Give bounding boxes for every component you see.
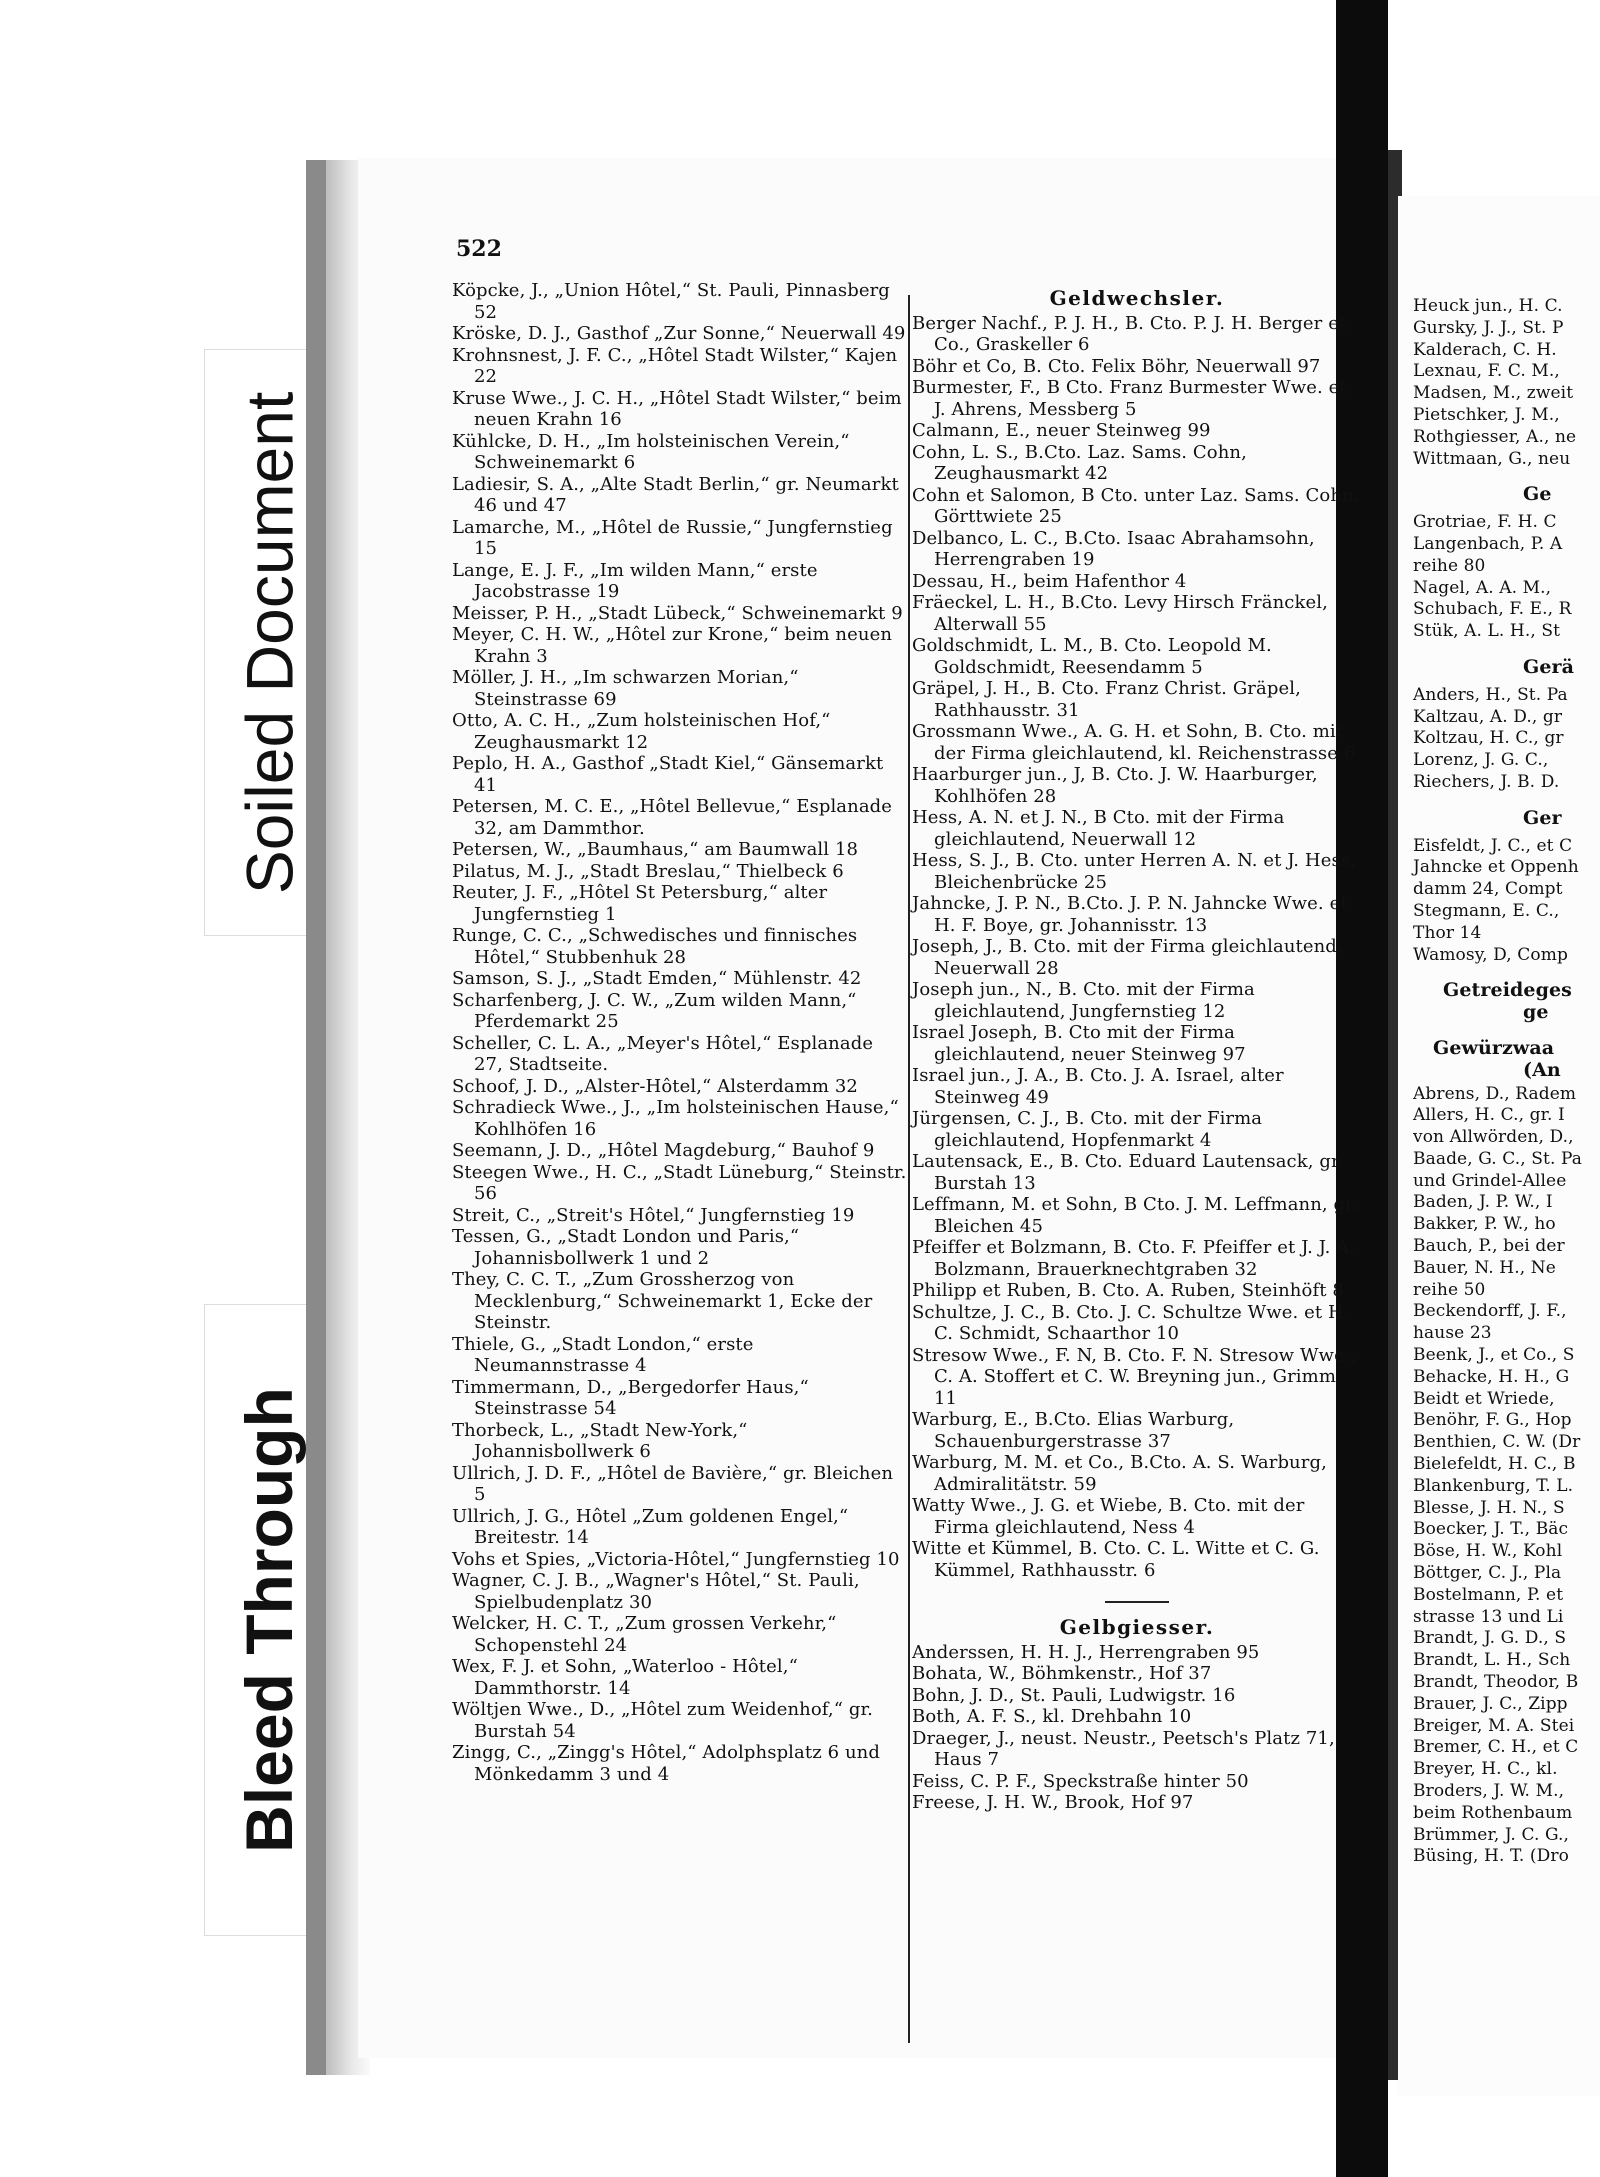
directory-entry: Runge, C. C., „Schwedisches und finnisches Hôtel,“ Stubbenhuk 28 [452,925,858,968]
directory-entry: Böse, H. W., Kohl [1413,1541,1563,1562]
directory-entry: Anderssen, H. H. J., Herrengraben 95 [912,1641,1260,1663]
directory-entry: Jahncke, J. P. N., B.Cto. J. P. N. Jahncke Wwe. et H. F. Boye, gr. Johannisstr. 13 [912,893,1348,936]
directory-entry: Lange, E. J. F., „Im wilden Mann,“ erste Jacobstrasse 19 [452,559,818,602]
directory-entry: Brandt, Theodor, B [1413,1672,1579,1693]
directory-entry: hause 23 [1413,1323,1492,1344]
directory-entry: Wex, F. J. et Sohn, „Waterloo - Hôtel,“ Dammthorstr. 14 [452,1656,798,1699]
directory-entry: Schradieck Wwe., J., „Im holsteinischen Hause,“ Kohlhöfen 16 [452,1097,899,1140]
directory-entry: Stük, A. L. H., St [1413,621,1561,642]
directory-entry: Both, A. F. S., kl. Drehbahn 10 [912,1706,1192,1727]
directory-entry: Grotriae, F. H. C [1413,512,1557,533]
directory-entry: Benthien, C. W. (Dr [1413,1432,1581,1453]
directory-entry: Tessen, G., „Stadt London und Paris,“ Johannisbollwerk 1 und 2 [452,1226,800,1269]
directory-entry: Burmester, F., B Cto. Franz Burmester Wwe. et J. Ahrens, Messberg 5 [912,377,1347,420]
directory-entry: Peplo, H. A., Gasthof „Stadt Kiel,“ Gänsemarkt 41 [452,753,884,796]
directory-entry: Möller, J. H., „Im schwarzen Morian,“ Steinstrasse 69 [452,667,799,710]
directory-entry: Wagner, C. J. B., „Wagner's Hôtel,“ St. Pauli, Spielbudenplatz 30 [452,1570,860,1613]
directory-entry: Leffmann, M. et Sohn, B Cto. J. M. Leffmann, gr. Bleichen 45 [912,1194,1358,1237]
directory-entry: Brauer, J. C., Zipp [1413,1693,1568,1714]
directory-entry: reihe 50 [1413,1279,1486,1300]
directory-entry: Lamarche, M., „Hôtel de Russie,“ Jungfernstieg 15 [452,516,893,559]
directory-entry: Madsen, M., zweit [1413,383,1574,404]
directory-entry: Lautensack, E., B. Cto. Eduard Lautensack, gr. Burstah 13 [912,1151,1344,1194]
right-heading-5b: ge [1523,1001,1549,1024]
directory-entry: Zingg, C., „Zingg's Hôtel,“ Adolphsplatz 6 und Mönkedamm 3 und 4 [452,1742,880,1785]
directory-entry: Meisser, P. H., „Stadt Lübeck,“ Schweinemarkt 9 [452,602,903,624]
directory-entry: Thorbeck, L., „Stadt New-York,“ Johannisbollwerk 6 [452,1419,748,1462]
directory-entry: Beidt et Wriede, [1413,1388,1555,1409]
directory-entry: Beckendorff, J. F., [1413,1301,1567,1322]
directory-entry: Jürgensen, C. J., B. Cto. mit der Firma gleichlautend, Hopfenmarkt 4 [912,1108,1263,1151]
directory-entry: Steegen Wwe., H. C., „Stadt Lüneburg,“ Steinstr. 56 [452,1161,907,1204]
directory-entry: Langenbach, P. A [1413,533,1563,554]
directory-entry: Delbanco, L. C., B.Cto. Isaac Abrahamsohn, Herrengraben 19 [912,527,1315,570]
directory-entry: Blankenburg, T. L. [1413,1475,1574,1496]
directory-entry: Bohn, J. D., St. Pauli, Ludwigstr. 16 [912,1684,1236,1706]
directory-entry: Kalderach, C. H. [1413,339,1557,360]
directory-entry: Otto, A. C. H., „Zum holsteinischen Hof,“ Zeughausmarkt 12 [452,710,831,753]
directory-entry: Streit, C., „Streit's Hôtel,“ Jungfernstieg 19 [452,1204,855,1226]
left-column [452,280,907,1785]
directory-entry: Schubach, F. E., R [1413,599,1572,620]
directory-entry: und Grindel-Allee [1413,1170,1567,1191]
directory-entry: beim Rothenbaum [1413,1802,1573,1823]
directory-entry: Eisfeldt, J. C., et C [1413,835,1573,856]
directory-entry: Abrens, D., Radem [1413,1083,1577,1104]
middle-column [912,288,1362,1814]
directory-entry: Berger Nachf., P. J. H., B. Cto. P. J. H. Berger et Co., Graskeller 6 [912,312,1347,355]
directory-entry: Timmermann, D., „Bergedorfer Haus,“ Steinstrasse 54 [452,1376,809,1419]
directory-entry: Baden, J. P. W., I [1413,1192,1553,1213]
directory-entry: Stresow Wwe., F. N, B. Cto. F. N. Stresow Wwe., C. A. Stoffert et C. W. Breyning jun., Grimm 11 [912,1344,1357,1409]
directory-entry: Bielefeldt, H. C., B [1413,1454,1576,1475]
directory-entry: Warburg, E., B.Cto. Elias Warburg, Schauenburgerstrasse 37 [912,1409,1235,1452]
directory-entry: Seemann, J. D., „Hôtel Magdeburg,“ Bauhof 9 [452,1140,875,1161]
directory-entry: Ullrich, J. D. F., „Hôtel de Bavière,“ gr. Bleichen 5 [452,1462,894,1505]
directory-entry: Bohata, W., Böhmkenstr., Hof 37 [912,1663,1212,1684]
directory-entry: reihe 80 [1413,555,1486,576]
directory-entry: Bremer, C. H., et C [1413,1737,1579,1758]
directory-entry: Broders, J. W. M., [1413,1781,1565,1801]
directory-entry: Gursky, J. J., St. P [1413,317,1564,338]
directory-entry: von Allwörden, D., [1413,1127,1574,1148]
directory-entry: Böttger, C. J., Pla [1413,1563,1562,1584]
directory-entry: Philipp et Ruben, B. Cto. A. Ruben, Steinhöft 8 [912,1280,1344,1301]
directory-entry: Israel jun., J. A., B. Cto. J. A. Israel, alter Steinweg 49 [912,1065,1284,1108]
directory-entry: Brandt, L. H., Sch [1413,1650,1571,1671]
right-block-2 [1413,512,1600,643]
directory-entry: Watty Wwe., J. G. et Wiebe, B. Cto. mit der Firma gleichlautend, Ness 4 [912,1495,1305,1538]
gelbgiesser-list [912,1642,1362,1814]
directory-entry: Kühlcke, D. H., „Im holsteinischen Verein,“ Schweinemarkt 6 [452,430,850,473]
directory-entry: Pfeiffer et Bolzmann, B. Cto. F. Pfeiffer et J. J. A. Bolzmann, Brauerknechtgraben 32 [912,1237,1356,1280]
directory-entry: Lorenz, J. G. C., [1413,750,1549,771]
directory-entry: Wittmaan, G., neu [1413,448,1571,469]
directory-entry: Thor 14 [1413,922,1482,943]
directory-entry: Allers, H. C., gr. I [1413,1105,1565,1126]
directory-entry: Scheller, C. L. A., „Meyer's Hôtel,“ Esplanade 27, Stadtseite. [452,1032,874,1075]
directory-entry: Fräeckel, L. H., B.Cto. Levy Hirsch Fränckel, Alterwall 55 [912,592,1328,635]
directory-entry: Köpcke, J., „Union Hôtel,“ St. Pauli, Pinnasberg 52 [452,280,890,323]
directory-entry: Gräpel, J. H., B. Cto. Franz Christ. Gräpel, Rathhausstr. 31 [912,678,1301,721]
directory-entry: They, C. C. T., „Zum Grossherzog von Mecklenburg,“ Schweinemarkt 1, Ecke der Steinstr. [452,1269,873,1333]
directory-entry: Dessau, H., beim Hafenthor 4 [912,570,1187,592]
directory-entry: Pilatus, M. J., „Stadt Breslau,“ Thielbeck 6 [452,860,844,882]
directory-entry: Boecker, J. T., Bäc [1413,1519,1569,1540]
directory-entry: Riechers, J. B. D. [1413,771,1560,792]
right-heading-3: Gerä [1523,655,1575,678]
directory-entry: Breyer, H. C., kl. [1413,1759,1558,1780]
page-number: 522 [456,236,502,262]
directory-entry: Draeger, J., neust. Neustr., Peetsch's Platz 71, Haus 7 [912,1727,1335,1770]
directory-entry: Meyer, C. H. W., „Hôtel zur Krone,“ beim neuen Krahn 3 [452,624,893,667]
directory-entry: Kruse Wwe., J. C. H., „Hôtel Stadt Wilster,“ beim neuen Krahn 16 [452,387,902,430]
directory-entry: damm 24, Compt [1413,879,1563,900]
directory-entry: Bostelmann, P. et [1413,1584,1564,1605]
directory-entry: Kaltzau, A. D., gr [1413,706,1563,727]
directory-entry: Petersen, W., „Baumhaus,“ am Baumwall 18 [452,839,859,860]
directory-entry: Breiger, M. A. Stei [1413,1715,1575,1736]
directory-entry: Samson, S. J., „Stadt Emden,“ Mühlenstr. 42 [452,968,862,989]
directory-entry: Brandt, J. G. D., S [1413,1628,1567,1649]
soiled-document-text: Soiled Document [232,391,307,894]
directory-entry: Thiele, G., „Stadt London,“ erste Neumannstrasse 4 [452,1333,754,1376]
directory-entry: Witte et Kümmel, B. Cto. C. L. Witte et C. G. Kümmel, Rathhausstr. 6 [912,1538,1320,1581]
bleed-through-text: Bleed Through [232,1387,306,1853]
directory-entry: Büsing, H. T. (Dro [1413,1846,1569,1867]
right-heading-6b: (An [1523,1058,1561,1081]
column-divider [908,295,910,2043]
directory-entry: Baade, G. C., St. Pa [1413,1148,1583,1169]
directory-entry: Reuter, J. F., „Hôtel St Petersburg,“ alter Jungfernstieg 1 [452,882,828,925]
right-block-6 [1413,1084,1600,1869]
directory-entry: Schultze, J. C., B. Cto. J. C. Schultze Wwe. et H. C. Schmidt, Schaarthor 10 [912,1301,1350,1344]
right-block-3 [1413,685,1600,794]
directory-entry: Bakker, P. W., ho [1413,1214,1556,1235]
directory-entry: Jahncke et Oppenh [1413,857,1579,878]
directory-entry: strasse 13 und Li [1413,1606,1564,1627]
directory-entry: Hess, A. N. et J. N., B Cto. mit der Firma gleichlautend, Neuerwall 12 [912,807,1285,850]
directory-entry: Bauch, P., bei der [1413,1236,1565,1257]
directory-entry: Welcker, H. C. T., „Zum grossen Verkehr,“ Schopenstehl 24 [452,1613,837,1656]
directory-entry: Hess, S. J., B. Cto. unter Herren A. N. et J. Hess, Bleichenbrücke 25 [912,850,1356,893]
directory-entry: Bauer, N. H., Ne [1413,1257,1556,1278]
geldwechsler-list [912,313,1362,1582]
section-heading-gelbgiesser: Gelbgiesser. [1059,1615,1215,1639]
directory-entry: Stegmann, E. C., [1413,900,1560,921]
directory-entry: Anders, H., St. Pa [1413,684,1568,705]
directory-entry: Haarburger jun., J, B. Cto. J. W. Haarburger, Kohlhöfen 28 [912,764,1318,807]
directory-entry: Benöhr, F. G., Hop [1413,1410,1572,1431]
directory-entry: Koltzau, H. C., gr [1413,728,1564,749]
directory-entry: Wamosy, D, Comp [1413,944,1568,965]
right-block-1 [1413,296,1600,470]
directory-entry: Rothgiesser, A., ne [1413,426,1577,447]
directory-entry: Lexnau, F. C. M., [1413,361,1560,382]
directory-entry: Joseph jun., N., B. Cto. mit der Firma gleichlautend, Jungfernstieg 12 [912,979,1255,1022]
directory-entry: Freese, J. H. W., Brook, Hof 97 [912,1792,1194,1813]
right-column [1413,296,1600,1868]
section-divider [1105,1601,1169,1603]
directory-entry: Ladiesir, S. A., „Alte Stadt Berlin,“ gr. Neumarkt 46 und 47 [452,473,899,516]
directory-entry: Israel Joseph, B. Cto mit der Firma gleichlautend, neuer Steinweg 97 [912,1022,1246,1065]
right-block-4 [1413,836,1600,967]
directory-entry: Kröske, D. J., Gasthof „Zur Sonne,“ Neuerwall 49 [452,323,906,344]
directory-entry: Pietschker, J. M., [1413,404,1560,425]
right-heading-2: Ge [1523,483,1552,506]
directory-entry: Behacke, H. H., G [1413,1366,1570,1387]
directory-entry: Scharfenberg, J. C. W., „Zum wilden Mann,“ Pferdemarkt 25 [452,989,857,1032]
directory-entry: Joseph, J., B. Cto. mit der Firma gleichlautend, Neuerwall 28 [912,936,1343,979]
directory-entry: Böhr et Co, B. Cto. Felix Böhr, Neuerwall 97 [912,355,1321,377]
directory-entry: Calmann, E., neuer Steinweg 99 [912,420,1211,441]
directory-entry: Wöltjen Wwe., D., „Hôtel zum Weidenhof,“ gr. Burstah 54 [452,1699,874,1742]
right-heading-4: Ger [1523,806,1562,829]
directory-entry: Feiss, C. P. F., Speckstraße hinter 50 [912,1770,1249,1792]
directory-entry: Schoof, J. D., „Alster-Hôtel,“ Alsterdamm 32 [452,1075,858,1097]
directory-entry: Goldschmidt, L. M., B. Cto. Leopold M. Goldschmidt, Reesendamm 5 [912,635,1272,678]
directory-entry: Beenk, J., et Co., S [1413,1345,1575,1366]
directory-entry: Warburg, M. M. et Co., B.Cto. A. S. Warburg, Admiralitätstr. 59 [912,1452,1327,1495]
directory-entry: Grossmann Wwe., A. G. H. et Sohn, B. Cto. mit der Firma gleichlautend, kl. Reichenstrasse 6 [912,721,1356,764]
directory-entry: Petersen, M. C. E., „Hôtel Bellevue,“ Esplanade 32, am Dammthor. [452,796,893,839]
directory-entry: Cohn et Salomon, B Cto. unter Laz. Sams. Cohn, Görttwiete 25 [912,484,1360,527]
right-heading-5: Getreideges [1443,979,1572,1002]
section-heading-geldwechsler: Geldwechsler. [1049,286,1225,310]
directory-entry: Krohnsnest, J. F. C., „Hôtel Stadt Wilster,“ Kajen 22 [452,344,898,387]
directory-entry: Nagel, A. A. M., [1413,577,1552,598]
directory-entry: Heuck jun., H. C. [1413,296,1563,316]
right-heading-6: Gewürzwaa [1433,1036,1555,1059]
directory-entry: Cohn, L. S., B.Cto. Laz. Sams. Cohn, Zeughausmarkt 42 [912,441,1247,484]
directory-entry: Ullrich, J. G., Hôtel „Zum goldenen Engel,“ Breitestr. 14 [452,1505,849,1548]
directory-entry: Brümmer, J. C. G., [1413,1824,1570,1845]
directory-entry: Vohs et Spies, „Victoria-Hôtel,“ Jungfernstieg 10 [452,1548,900,1570]
directory-entry: Blesse, J. H. N., S [1413,1497,1565,1518]
